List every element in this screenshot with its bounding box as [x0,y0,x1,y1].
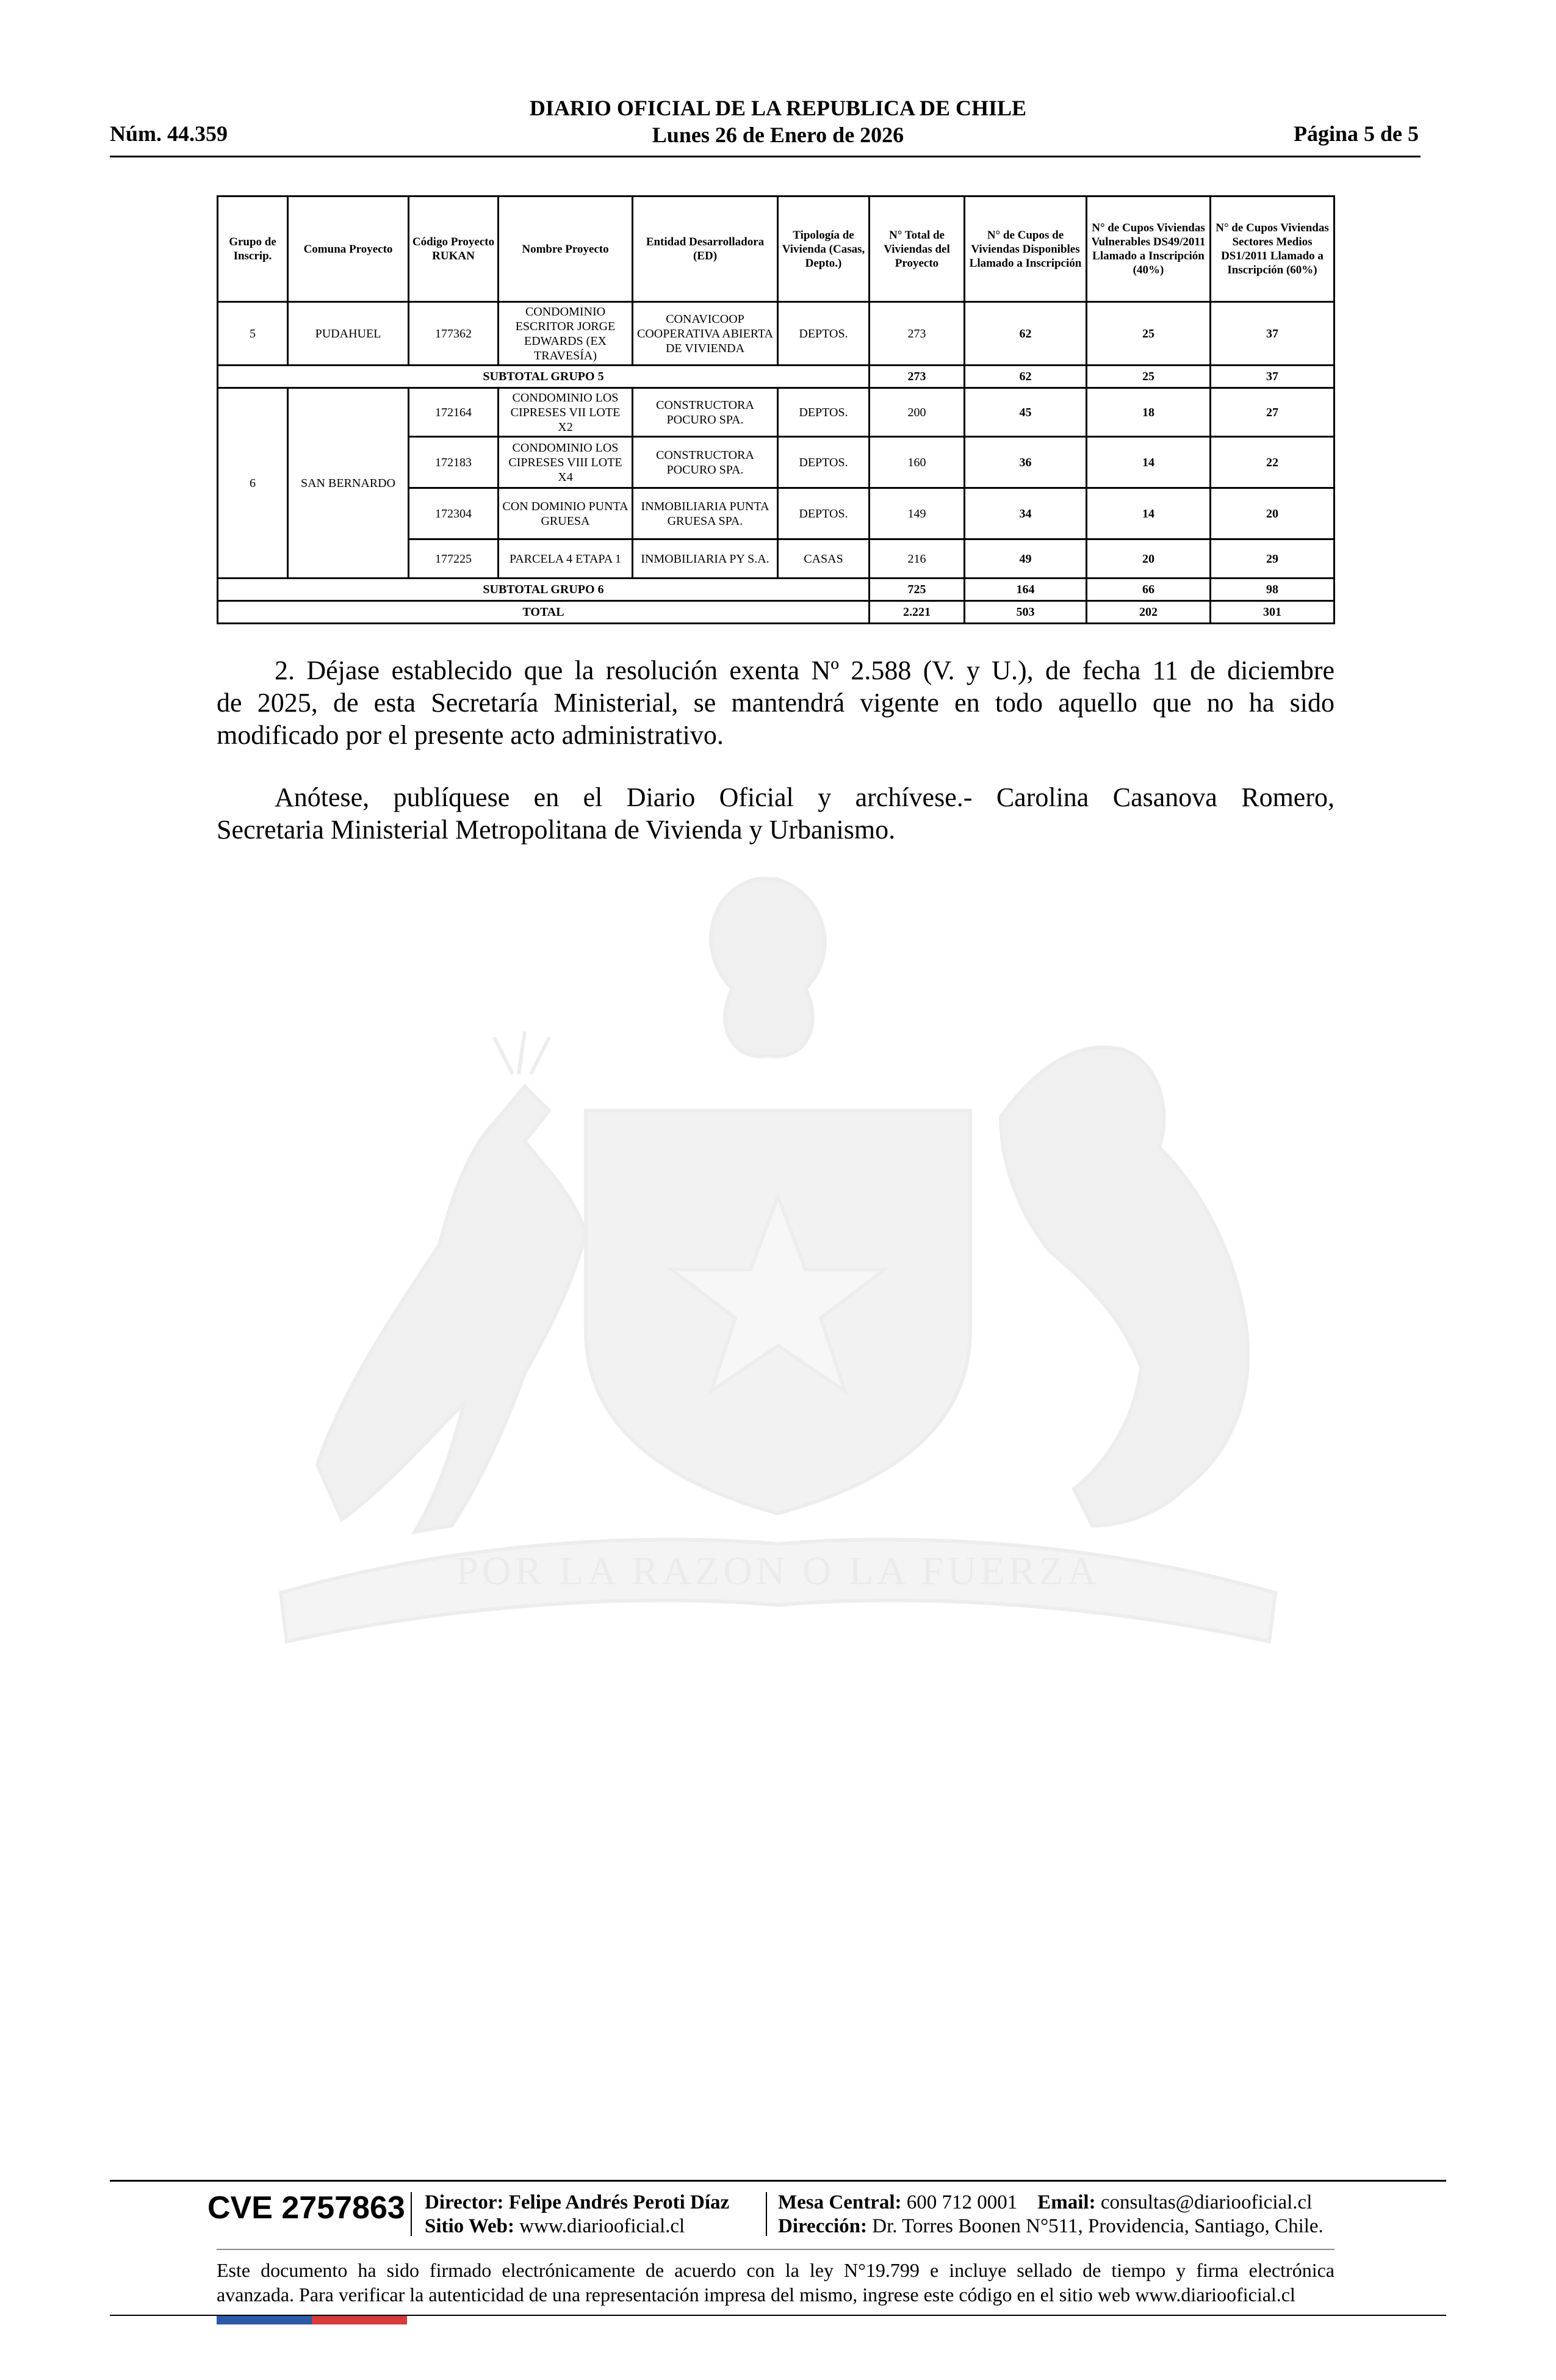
issue-number: Núm. 44.359 [110,121,228,146]
table-row [218,302,1334,366]
address-value: Dr. Torres Boonen N°511, Providencia, Santiago, Chile. [872,2215,1324,2237]
coat-of-arms-watermark [207,854,1342,1666]
mesa-phone: 600 712 0001 [906,2191,1018,2213]
cell-comuna: SAN BERNARDO [288,388,409,579]
housing-projects-table [217,195,1335,624]
total-total: 2.221 [870,601,965,624]
total-vulnerables: 202 [1087,601,1211,624]
cell-vulnerables: 25 [1087,302,1211,366]
footer-separator [766,2192,767,2236]
header-nombre: Nombre Proyecto [499,197,633,302]
footer-director-block [425,2191,729,2238]
watermark-motto: POR LA RAZON O LA FUERZA [456,1549,1100,1593]
header-cupos-medios: N° de Cupos Viviendas Sectores Medios DS1/2011 Llamado a Inscripción (60%) [1211,197,1334,302]
cell-total: 160 [870,437,965,488]
flag-red-segment [312,2316,407,2324]
cell-entidad: CONAVICOOP COOPERATIVA ABIERTA DE VIVIENDA [633,302,778,366]
paragraph-resolution [217,654,1334,751]
cell-codigo: 172304 [409,488,499,539]
footer-note-line: Este documento ha sido firmado electrónicamente de acuerdo con la ley N°19.799 e incluye sellado de tiempo y firma electrónica [217,2259,1334,2281]
header-cupos-disponibles: N° de Cupos de Viviendas Disponibles Llamado a Inscripción [965,197,1087,302]
email-label: Email: [1037,2191,1096,2213]
cell-tipologia: CASAS [778,539,870,579]
paragraph-line: 2. Déjase establecido que la resolución exenta Nº 2.588 (V. y U.), de fecha 11 de diciembre [275,655,1334,685]
subtotal-total: 273 [870,366,965,388]
cell-entidad: INMOBILIARIA PY S.A. [633,539,778,579]
cell-nombre: CONDOMINIO LOS CIPRESES VIII LOTE X4 [499,437,633,488]
table-row [218,388,1334,437]
cell-codigo: 172183 [409,437,499,488]
header-cupos-vulnerables: N° de Cupos Viviendas Vulnerables DS49/2011 Llamado a Inscripción (40%) [1087,197,1211,302]
cell-grupo: 5 [218,302,288,366]
flag-stripe [217,2316,407,2324]
footer-contact-block [778,2191,1324,2238]
cell-disponibles: 34 [965,488,1087,539]
cell-comuna: PUDAHUEL [288,302,409,366]
newspaper-title: DIARIO OFICIAL DE LA REPUBLICA DE CHILE [529,96,1027,120]
cell-codigo: 172164 [409,388,499,437]
mesa-label: Mesa Central: [778,2191,902,2213]
cell-medios: 20 [1211,488,1334,539]
subtotal-label: SUBTOTAL GRUPO 6 [218,579,870,601]
email-link[interactable]: consultas@diariooficial.cl [1100,2191,1313,2213]
footer-divider-top [110,2180,1446,2182]
cell-disponibles: 62 [965,302,1087,366]
subtotal-vulnerables: 66 [1087,579,1211,601]
cell-total: 216 [870,539,965,579]
header-entidad: Entidad Desarrolladora (ED) [633,197,778,302]
header-total: N° Total de Viviendas del Proyecto [870,197,965,302]
cell-vulnerables: 14 [1087,488,1211,539]
cell-grupo: 6 [218,388,288,579]
address-label: Dirección: [778,2215,868,2237]
director-name: Felipe Andrés Peroti Díaz [508,2191,730,2213]
subtotal-medios: 98 [1211,579,1334,601]
paragraph-line: de 2025, de esta Secretaría Ministerial, se mantendrá vigente en todo aquello que no ha sido [217,688,1334,718]
header-grupo: Grupo de Inscrip. [218,197,288,302]
paragraph-line: modificado por el presente acto administrativo. [217,720,724,750]
cell-tipologia: DEPTOS. [778,388,870,437]
footer-divider-mid [217,2249,1334,2250]
footer-separator [411,2192,412,2236]
subtotal-label: SUBTOTAL GRUPO 5 [218,366,870,388]
cell-total: 273 [870,302,965,366]
cell-disponibles: 49 [965,539,1087,579]
cell-nombre: CONDOMINIO LOS CIPRESES VII LOTE X2 [499,388,633,437]
cell-medios: 27 [1211,388,1334,437]
header-divider [110,156,1421,157]
cell-entidad: CONSTRUCTORA POCURO SPA. [633,437,778,488]
cell-disponibles: 36 [965,437,1087,488]
cell-codigo: 177362 [409,302,499,366]
cell-medios: 37 [1211,302,1334,366]
cell-vulnerables: 20 [1087,539,1211,579]
flag-blue-segment [217,2316,312,2324]
cell-medios: 22 [1211,437,1334,488]
paragraph-signature [217,781,1334,846]
web-label: Sitio Web: [425,2215,515,2237]
cell-entidad: CONSTRUCTORA POCURO SPA. [633,388,778,437]
cve-code: CVE 2757863 [207,2190,405,2226]
header-tipologia: Tipología de Vivienda (Casas, Depto.) [778,197,870,302]
cell-codigo: 177225 [409,539,499,579]
cell-entidad: INMOBILIARIA PUNTA GRUESA SPA. [633,488,778,539]
subtotal-medios: 37 [1211,366,1334,388]
subtotal-row-grupo-6 [218,579,1334,601]
subtotal-total: 725 [870,579,965,601]
web-link[interactable]: www.diariooficial.cl [519,2215,685,2237]
director-label: Director: [425,2191,504,2213]
header-codigo: Código Proyecto RUKAN [409,197,499,302]
total-row [218,601,1334,624]
cell-nombre: CONDOMINIO ESCRITOR JORGE EDWARDS (EX TRAVESÍA) [499,302,633,366]
cell-total: 200 [870,388,965,437]
paragraph-line: Secretaria Ministerial Metropolitana de Vivienda y Urbanismo. [217,815,896,845]
cell-tipologia: DEPTOS. [778,437,870,488]
total-medios: 301 [1211,601,1334,624]
footer-note-line: avanzada. Para verificar la autenticidad de una representación impresa del mismo, ingrese este código en el sitio web www.diariooficial.cl [217,2284,1295,2306]
subtotal-row-grupo-5 [218,366,1334,388]
subtotal-disponibles: 62 [965,366,1087,388]
total-label: TOTAL [218,601,870,624]
cell-nombre: PARCELA 4 ETAPA 1 [499,539,633,579]
table-header-row [218,197,1334,302]
header-comuna: Comuna Proyecto [288,197,409,302]
cell-tipologia: DEPTOS. [778,488,870,539]
cell-nombre: CON DOMINIO PUNTA GRUESA [499,488,633,539]
cell-vulnerables: 14 [1087,437,1211,488]
cell-total: 149 [870,488,965,539]
paragraph-line: Anótese, publíquese en el Diario Oficial y archívese.- Carolina Casanova Romero, [275,782,1334,812]
cell-medios: 29 [1211,539,1334,579]
subtotal-vulnerables: 25 [1087,366,1211,388]
page-number: Página 5 de 5 [1293,121,1419,146]
cell-vulnerables: 18 [1087,388,1211,437]
issue-date: Lunes 26 de Enero de 2026 [652,123,904,147]
total-disponibles: 503 [965,601,1087,624]
cell-tipologia: DEPTOS. [778,302,870,366]
footer-signature-note [217,2258,1334,2307]
cell-disponibles: 45 [965,388,1087,437]
subtotal-disponibles: 164 [965,579,1087,601]
